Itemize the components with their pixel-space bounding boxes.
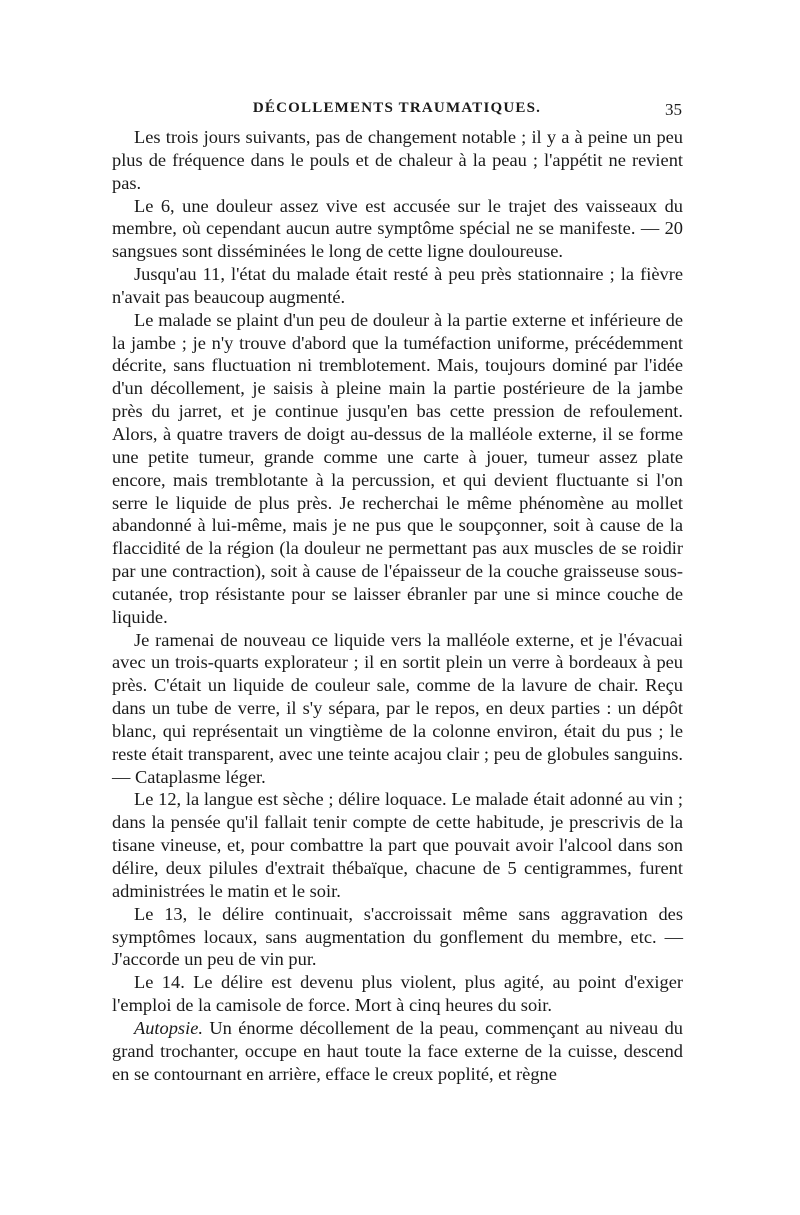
running-head: DÉCOLLEMENTS TRAUMATIQUES.	[252, 100, 542, 116]
autopsy-label: Autopsie.	[134, 1017, 203, 1038]
body-text	[112, 126, 683, 1085]
paragraph: Le malade se plaint d'un peu de douleur à la partie externe et inférieure de la jambe ; je n'y trouve d'abord que la tuméfaction uniforme, précédemment décrite, sans fluctuation ni tremblotement. Mais, toujours dominé par l'idée d'un décollement, je saisis à pleine main la partie postérieure de la jambe près du jarret, et je continue jusqu'en bas cette pression de refoulement. Alors, à quatre travers de doigt au-dessus de la malléole externe, il se forme une petite tumeur, grande comme une carte à jouer, tumeur assez plate encore, mais tremblotante à la percussion, et qui devient fluctuante si l'on serre le liquide de plus près. Je recherchai le même phénomène au mollet abandonné à lui-même, mais je ne pus que le soupçonner, soit à cause de la flaccidité de la région (la douleur ne permettant pas aux muscles de se roidir par une contraction), soit à cause de l'épaisseur de la couche graisseuse sous-cutanée, trop résistante pour se laisser ébranler par une si mince couche de liquide.	[112, 309, 683, 627]
paragraph: Le 13, le délire continuait, s'accroissait même sans aggravation des symptômes locaux, sans augmentation du gonflement du membre, etc. — J'accorde un peu de vin pur.	[112, 903, 683, 970]
paragraph: Jusqu'au 11, l'état du malade était resté à peu près stationnaire ; la fièvre n'avait pas beaucoup augmenté.	[112, 264, 683, 307]
autopsy-paragraph	[112, 1017, 683, 1086]
autopsy-text: Un énorme décollement de la peau, commençant au niveau du grand trochanter, occupe en haut toute la face externe de la cuisse, descend en se contournant en arrière, efface le creux poplité, et règne	[112, 1017, 683, 1084]
paragraph: Je ramenai de nouveau ce liquide vers la malléole externe, et je l'évacuai avec un trois-quarts explorateur ; il en sortit plein un verre à bordeaux à peu près. C'était un liquide de couleur sale, comme de la lavure de chair. Reçu dans un tube de verre, il s'y sépara, par le repos, en deux parties : un dépôt blanc, qui représentait un vingtième de la colonne environ, était du pus ; le reste était transparent, avec une teinte acajou clair ; peu de globules sanguins. — Cataplasme léger.	[112, 629, 683, 787]
paragraph: Le 12, la langue est sèche ; délire loquace. Le malade était adonné au vin ; dans la pensée qu'il fallait tenir compte de cette habitude, je prescrivis de la tisane vineuse, et, pour combattre la part que pouvait avoir l'alcool dans son délire, deux pilules d'extrait thébaïque, chacune de 5 centigrammes, furent administrées le matin et le soir.	[112, 789, 683, 901]
paragraph: Le 14. Le délire est devenu plus violent, plus agité, au point d'exiger l'emploi de la camisole de force. Mort à cinq heures du soir.	[112, 972, 683, 1016]
page-number: 35	[665, 100, 682, 119]
page-header	[112, 100, 682, 124]
paragraph: Le 6, une douleur assez vive est accusée sur le trajet des vaisseaux du membre, où cependant aucun autre symptôme spécial ne se manifeste. — 20 sangsues sont disséminées le long de cette ligne douloureuse.	[112, 195, 683, 262]
paragraph: Les trois jours suivants, pas de changement notable ; il y a à peine un peu plus de fréquence dans le pouls et de chaleur à la peau ; l'appétit ne revient pas.	[112, 127, 683, 193]
